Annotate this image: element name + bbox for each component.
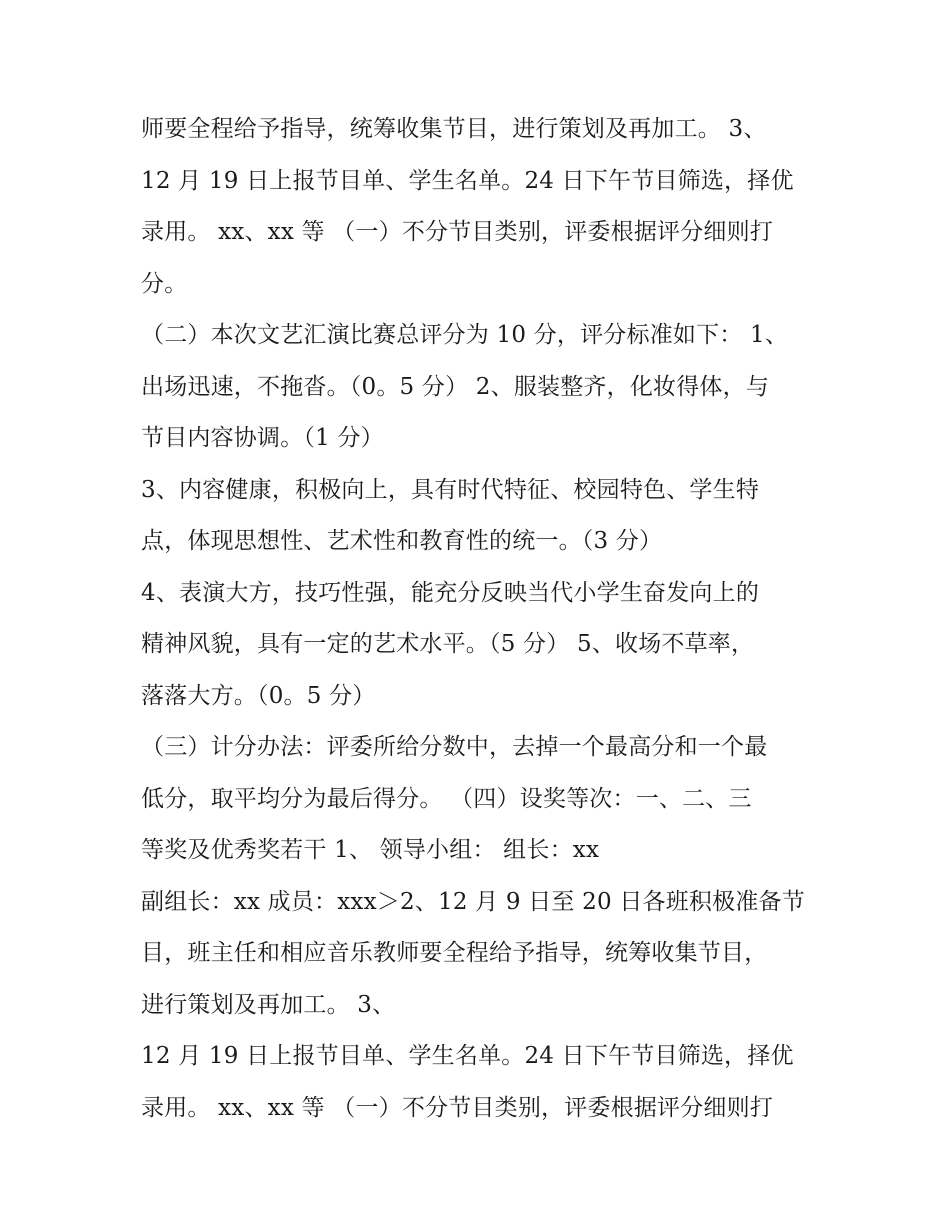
text-line: 副组长：xx 成员：xxx＞2、12 月 9 日至 20 日各班积极准备节 bbox=[141, 888, 805, 915]
text-line: 师要全程给予指导，统筹收集节目，进行策划及再加工。 3、 bbox=[141, 116, 767, 142]
text-line: 12 月 19 日上报节目单、学生名单。24 日下午节目筛选，择优 bbox=[141, 1043, 794, 1069]
text-line: 目，班主任和相应音乐教师要全程给予指导，统筹收集节目， bbox=[141, 940, 768, 966]
text-line: 低分，取平均分为最后得分。 （四）设奖等次：一、二、三 bbox=[141, 785, 752, 812]
text-line: 节目内容协调。（1 分） bbox=[141, 425, 384, 451]
text-line: 出场迅速，不拖沓。（0。5 分） 2、服装整齐，化妆得体，与 bbox=[141, 373, 770, 400]
text-line: 录用。 xx、xx 等 （一）不分节目类别，评委根据评分细则打 bbox=[141, 219, 774, 245]
text-line: 4、表演大方，技巧性强，能充分反映当代小学生奋发向上的 bbox=[141, 579, 760, 606]
text-line: （三）计分办法：评委所给分数中，去掉一个最高分和一个最 bbox=[141, 734, 768, 760]
text-line: 12 月 19 日上报节目单、学生名单。24 日下午节目筛选，择优 bbox=[141, 167, 794, 194]
text-line: 落落大方。（0。5 分） bbox=[141, 682, 376, 709]
text-line: 进行策划及再加工。 3、 bbox=[141, 991, 396, 1018]
text-line: 精神风貌，具有一定的艺术水平。（5 分） 5、收场不草率， bbox=[141, 631, 755, 657]
text-line: 点，体现思想性、艺术性和教育性的统一。（3 分） bbox=[141, 528, 663, 554]
text-line: 分。 bbox=[141, 270, 188, 297]
text-line: 等奖及优秀奖若干 1、 领导小组： 组长：xx bbox=[141, 837, 600, 863]
text-line: 录用。 xx、xx 等 （一）不分节目类别，评委根据评分细则打 bbox=[141, 1094, 774, 1121]
text-line: （二）本次文艺汇演比赛总评分为 10 分，评分标准如下： 1、 bbox=[141, 322, 789, 348]
document-body bbox=[141, 104, 821, 1134]
text-line: 3、内容健康，积极向上，具有时代特征、校园特色、学生特 bbox=[141, 476, 760, 503]
